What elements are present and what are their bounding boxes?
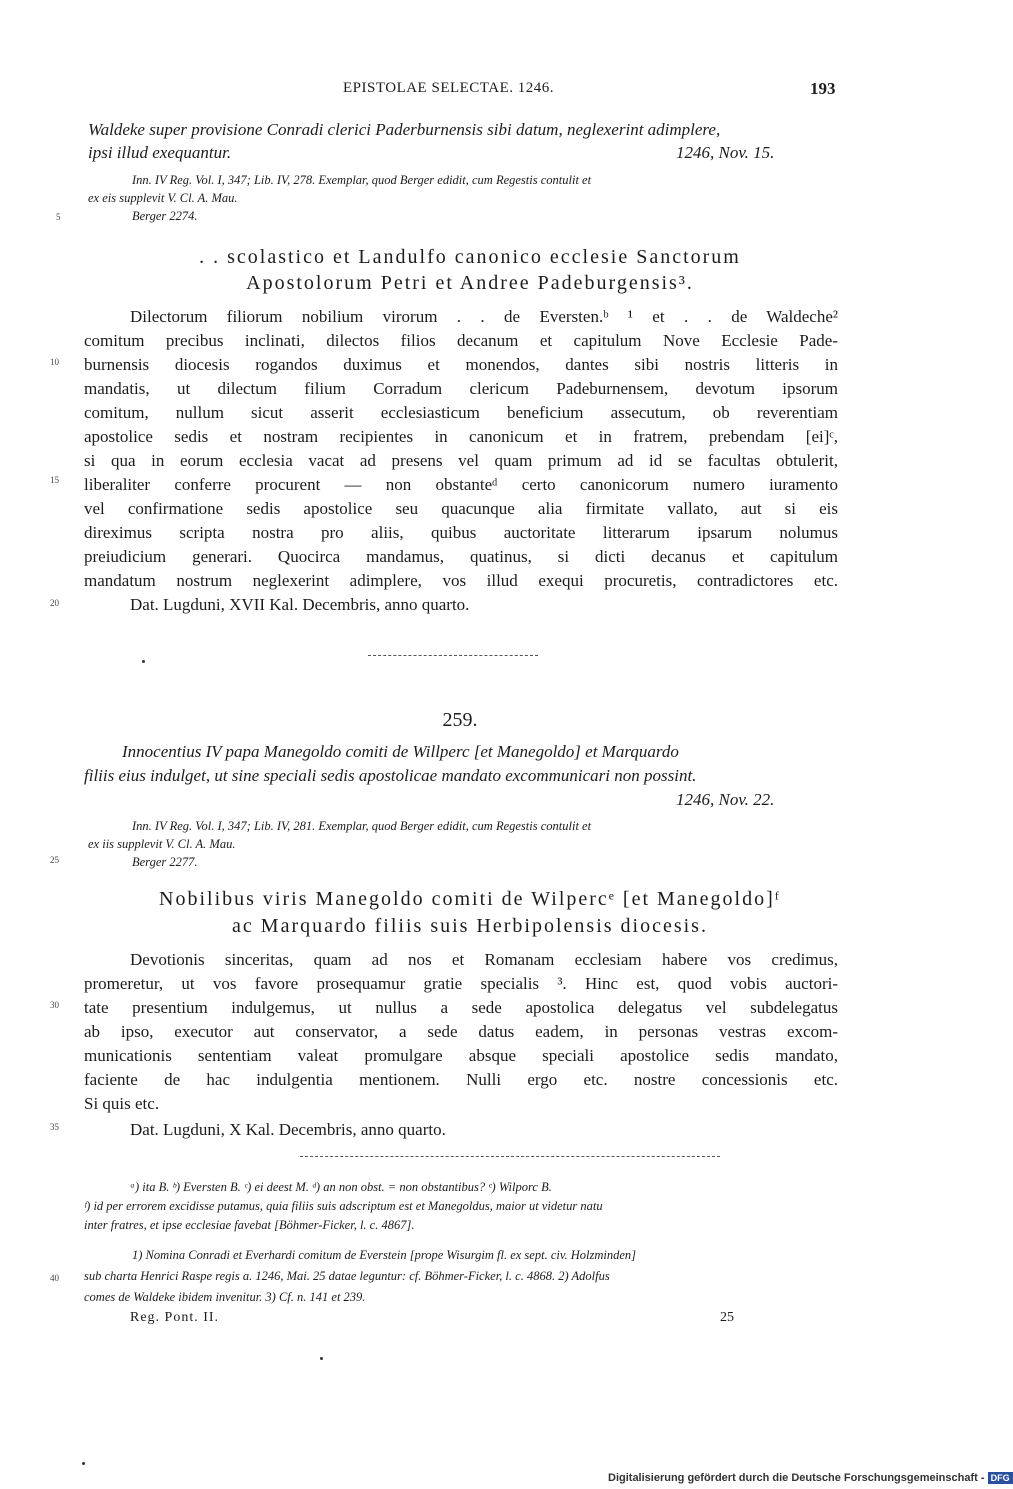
line-number: 15 — [50, 475, 59, 485]
letter2-body-line: faciente de hac indulgentia mentionem. Nulli ergo etc. nostre concessionis etc. — [84, 1070, 838, 1089]
letter1-body-line: apostolice sedis et nostram recipientes in canonicum et in fratrem, prebendam [ei]ᶜ, — [84, 427, 838, 446]
letter1-body-line: preiudicium generari. Quocirca mandamus, quatinus, si dicti decanus et capitulum — [84, 547, 838, 566]
letter2-source-line3: Berger 2277. — [132, 855, 198, 869]
letter1-dat-line: Dat. Lugduni, XVII Kal. Decembris, anno quarto. — [130, 595, 470, 614]
signature-number: 25 — [720, 1310, 734, 1325]
dfg-logo: DFG — [988, 1472, 1013, 1484]
letter-number: 259. — [442, 709, 478, 731]
line-number: 35 — [50, 1122, 59, 1132]
letter1-body-line: liberaliter conferre procurent — non obstanteᵈ certo canonicorum numero iuramento — [84, 475, 838, 494]
letter2-body-line: Devotionis sinceritas, quam ad nos et Romanam ecclesiam habere vos credimus, — [130, 950, 838, 969]
letter2-source-line1: Inn. IV Reg. Vol. I, 347; Lib. IV, 281. Exemplar, quod Berger edidit, cum Regestis contulit et — [132, 819, 592, 833]
letter1-source-line2: ex eis supplevit V. Cl. A. Mau. — [88, 191, 238, 205]
letter1-body-line: comitum, nullum sicut asserit ecclesiasticum beneficium assecutum, ob reverentiam — [84, 403, 838, 422]
letter1-summary-line2: ipsi illud exequantur. — [88, 143, 232, 162]
letter1-body-line: direximus scripta nostra pro aliis, quibus auctoritate litterarum ipsarum nolumus — [84, 523, 838, 542]
letter2-summary-line1: Innocentius IV papa Manegoldo comiti de Willperc [et Manegoldo] et Marquardo — [122, 742, 679, 761]
footnote-critical-line2: ᶠ) id per errorem excidisse putamus, quia filiis suis adscriptum est et Manegoldus, maior ut videtur natu — [84, 1199, 603, 1213]
footnote-note-line3: comes de Waldeke ibidem invenitur. 3) Cf. n. 141 et 239. — [84, 1290, 366, 1304]
page-speck — [142, 660, 145, 663]
letter2-date: 1246, Nov. 22. — [676, 790, 775, 809]
page-speck — [82, 1462, 85, 1465]
letter1-body-line: comitum precibus inclinati, dilectos filios decanum et capitulum Nove Ecclesie Pade- — [84, 331, 838, 350]
line-number: 25 — [50, 855, 59, 865]
letter2-dat-line: Dat. Lugduni, X Kal. Decembris, anno quarto. — [130, 1120, 446, 1139]
page-speck — [320, 1357, 323, 1360]
letter2-address-line1: Nobilibus viris Manegoldo comiti de Wilpercᵉ [et Manegoldo]ᶠ — [159, 888, 781, 910]
letter2-source-line2: ex iis supplevit V. Cl. A. Mau. — [88, 837, 236, 851]
letter1-source-line3: Berger 2274. — [132, 209, 198, 223]
section-separator — [368, 655, 538, 656]
credit-text: Digitalisierung gefördert durch die Deutsche Forschungsgemeinschaft - — [608, 1472, 985, 1484]
line-number: 40 — [50, 1273, 59, 1283]
line-number: 5 — [56, 212, 61, 222]
footnote-rule — [300, 1156, 720, 1157]
running-title: EPISTOLAE SELECTAE. 1246. — [343, 80, 555, 96]
letter2-body-line: promeretur, ut vos favore prosequamur gratie specialis ³. Hinc est, quod vobis auctori- — [84, 974, 838, 993]
letter2-address-line2: ac Marquardo filiis suis Herbipolensis diocesis. — [232, 915, 708, 937]
letter1-body — [84, 305, 838, 593]
digitization-credit — [608, 1472, 1013, 1484]
letter2-summary-line2: filiis eius indulget, ut sine speciali sedis apostolicae mandato excommunicari non possint. — [84, 766, 697, 785]
line-number: 10 — [50, 357, 59, 367]
line-number: 30 — [50, 1000, 59, 1010]
letter2-body-line: ab ipso, executor aut conservator, a sede datus eadem, in personas vestras excom- — [84, 1022, 838, 1041]
footnote-note-line2: sub charta Henrici Raspe regis a. 1246, Mai. 25 datae leguntur: cf. Böhmer-Ficker, l. c. 4868. 2) Adolfus — [84, 1269, 610, 1283]
letter1-body-line: mandatis, ut dilectum filium Corradum clericum Padeburnensem, devotum ipsorum — [84, 379, 838, 398]
signature-mark: Reg. Pont. II. — [130, 1310, 220, 1325]
letter2-body-line: tate presentium indulgemus, ut nullus a sede apostolica delegatus vel subdelegatus — [84, 998, 838, 1017]
letter1-date: 1246, Nov. 15. — [676, 143, 775, 162]
footnote-critical-line3: inter fratres, et ipse ecclesiae favebat [Böhmer-Ficker, l. c. 4867]. — [84, 1218, 415, 1232]
footnote-note-line1: 1) Nomina Conradi et Everhardi comitum de Everstein [prope Wisurgim fl. ex sept. civ. Holzminden] — [132, 1248, 636, 1262]
letter1-address-line1: . . scolastico et Landulfo canonico ecclesie Sanctorum — [199, 246, 741, 268]
letter1-summary-line1: Waldeke super provisione Conradi clerici Paderburnensis sibi datum, neglexerint adimplere, — [88, 120, 721, 139]
letter1-body-line: Dilectorum filiorum nobilium virorum . . de Eversten.ᵇ ¹ et . . de Waldeche² — [130, 307, 838, 326]
line-number: 20 — [50, 598, 59, 608]
letter1-body-line: burnensis diocesis rogandos duximus et monendos, dantes sibi nostris litteris in — [84, 355, 838, 374]
letter2-body-line: Si quis etc. — [84, 1094, 160, 1113]
letter1-address-line2: Apostolorum Petri et Andree Padeburgensis³. — [246, 272, 694, 294]
letter2-body-line: municationis sententiam valeat promulgare absque speciali apostolice sedis mandato, — [84, 1046, 838, 1065]
letter1-body-line: mandatum nostrum neglexerint adimplere, vos illud exequi procuretis, contradictores etc. — [84, 571, 838, 590]
letter1-source-line1: Inn. IV Reg. Vol. I, 347; Lib. IV, 278. Exemplar, quod Berger edidit, cum Regestis contulit et — [132, 173, 592, 187]
letter1-body-line: vel confirmatione sedis apostolice seu quacunque alia firmitate vallato, aut si eis — [84, 499, 838, 518]
footnote-critical-line1: ᵃ) ita B. ᵇ) Eversten B. ᶜ) ei deest M. ᵈ) an non obst. = non obstantibus? ᵉ) Wilporc B. — [130, 1180, 552, 1194]
letter2-body — [84, 948, 838, 1116]
page-number: 193 — [810, 79, 836, 98]
letter1-body-line: si qua in eorum ecclesia vacat ad presens vel quam primum ad id se facultas obtulerit, — [84, 451, 838, 470]
